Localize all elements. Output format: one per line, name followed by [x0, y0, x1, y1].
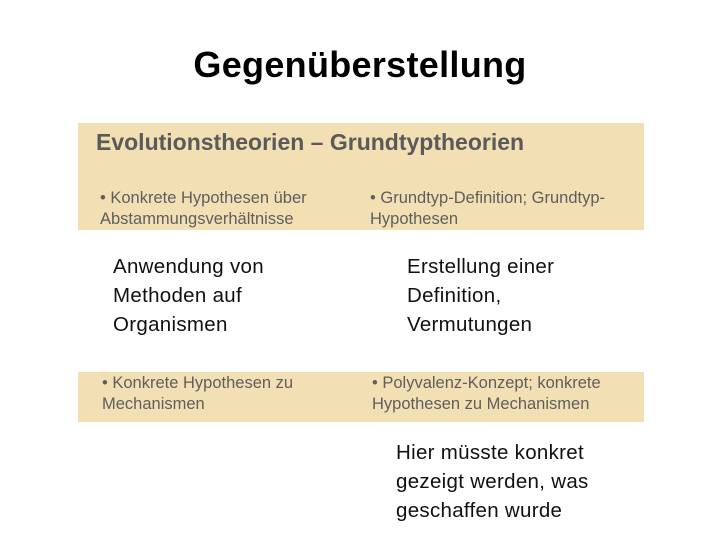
note-left: Anwendung von Methoden auf Organismen — [113, 255, 264, 336]
evolution-hypotheses-text: • Konkrete Hypothesen über Abstammungsverhältnisse — [100, 189, 307, 228]
comparison-box-top — [78, 123, 644, 230]
comparison-heading: Evolutionstheorien – Grundtyptheorien — [96, 129, 525, 155]
note-right: Erstellung einer Definition, Vermutungen — [407, 255, 555, 336]
mechanism-hypotheses-text: • Konkrete Hypothesen zu Mechanismen — [102, 374, 294, 413]
slide-title: Gegenüberstellung — [193, 44, 527, 85]
note-bottom: Hier müsste konkret gezeigt werden, was geschaffen wurde — [396, 441, 589, 522]
grundtyp-definition-text: • Grundtyp-Definition; Grundtyp-Hypothesen — [370, 189, 606, 228]
comparison-box-bottom — [78, 372, 644, 422]
polyvalenz-concept-text: • Polyvalenz-Konzept; konkrete Hypothesen zu Mechanismen — [372, 374, 601, 413]
